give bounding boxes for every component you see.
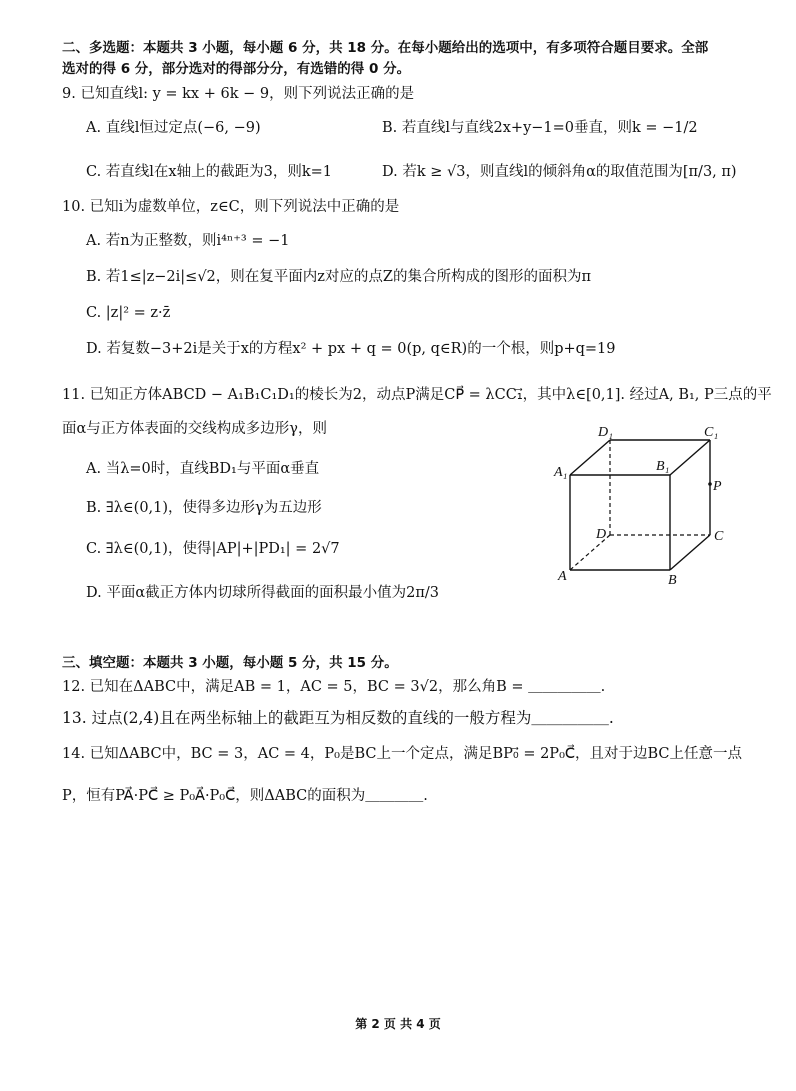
q9-option-a: A. 直线l恒过定点(−6, −9) (86, 120, 261, 136)
section2-header-line1: 二、多选题：本题共 3 小题，每小题 6 分，共 18 分。在每小题给出的选项中，有多项符合题目要求。全部 (62, 40, 709, 56)
point-p-marker (708, 482, 712, 486)
q9-option-c: C. 若直线l在x轴上的截距为3，则k=1 (86, 164, 332, 180)
q10-option-a: A. 若n为正整数，则i⁴ⁿ⁺³ = −1 (86, 233, 290, 249)
q12-text: 12. 已知在ΔABC中，满足AB = 1，AC = 5，BC = 3√2，那么角B = ＿＿＿＿＿. (62, 679, 606, 695)
q11-option-b: B. ∃λ∈(0,1)，使得多边形γ为五边形 (86, 500, 322, 516)
label-d: D (596, 527, 607, 542)
cube-edge (670, 440, 710, 475)
section3-header: 三、填空题：本题共 3 小题，每小题 5 分，共 15 分。 (62, 655, 398, 671)
q11-stem-line1: 11. 已知正方体ABCD − A₁B₁C₁D₁的棱长为2，动点P满足CP⃗ = λCC₁⃗，其中λ∈[0,1]. 经过A, B₁, P三点的平 (62, 387, 772, 403)
q10-stem: 10. 已知i为虚数单位，z∈C，则下列说法中正确的是 (62, 199, 400, 215)
label-c1: C₁ (704, 425, 719, 440)
q9-option-b: B. 若直线l与直线2x+y−1=0垂直，则k = −1/2 (382, 120, 698, 136)
q14-line1: 14. 已知ΔABC中，BC = 3，AC = 4，P₀是BC上一个定点，满足BP₀⃗ = 2P₀C⃗，且对于边BC上任意一点 (62, 746, 743, 762)
q11-option-a: A. 当λ=0时，直线BD₁与平面α垂直 (86, 461, 320, 477)
label-c: C (714, 529, 724, 544)
cube-edge (670, 535, 710, 570)
label-d1: D₁ (598, 425, 613, 440)
q11-option-c: C. ∃λ∈(0,1)，使得|AP|+|PD₁| = 2√7 (86, 541, 340, 557)
q10-option-b: B. 若1≤|z−2i|≤√2，则在复平面内z对应的点Z的集合所构成的图形的面积为π (86, 269, 592, 285)
q10-option-d: D. 若复数−3+2i是关于x的方程x² + px + q = 0(p, q∈R)的一个根，则p+q=19 (86, 341, 616, 357)
q13-text: 13. 过点(2,4)且在两坐标轴上的截距互为相反数的直线的一般方程为＿＿＿＿＿. (62, 709, 614, 727)
q9-stem: 9. 已知直线l: y = kx + 6k − 9，则下列说法正确的是 (62, 86, 415, 102)
label-b1: B₁ (656, 459, 670, 474)
q11-option-d: D. 平面α截正方体内切球所得截面的面积最小值为2π/3 (86, 585, 439, 601)
label-a1: A₁ (554, 465, 568, 480)
q10-option-c: C. |z|² = z·z̄ (86, 305, 171, 321)
cube-figure (550, 420, 740, 590)
q14-line2: P，恒有PA⃗·PC⃗ ≥ P₀A⃗·P₀C⃗，则ΔABC的面积为＿＿＿＿. (62, 788, 428, 804)
section2-header-line2: 选对的得 6 分，部分选对的得部分分，有选错的得 0 分。 (62, 61, 411, 77)
cube-edge (570, 440, 610, 475)
q9-option-d: D. 若k ≥ √3，则直线l的倾斜角α的取值范围为[π/3, π) (382, 164, 737, 180)
q11-stem-line2: 面α与正方体表面的交线构成多边形γ，则 (62, 421, 327, 437)
label-p: P (713, 479, 722, 494)
label-a: A (558, 569, 567, 584)
page-footer: 第 2 页 共 4 页 (355, 1017, 441, 1031)
label-b: B (668, 573, 677, 588)
